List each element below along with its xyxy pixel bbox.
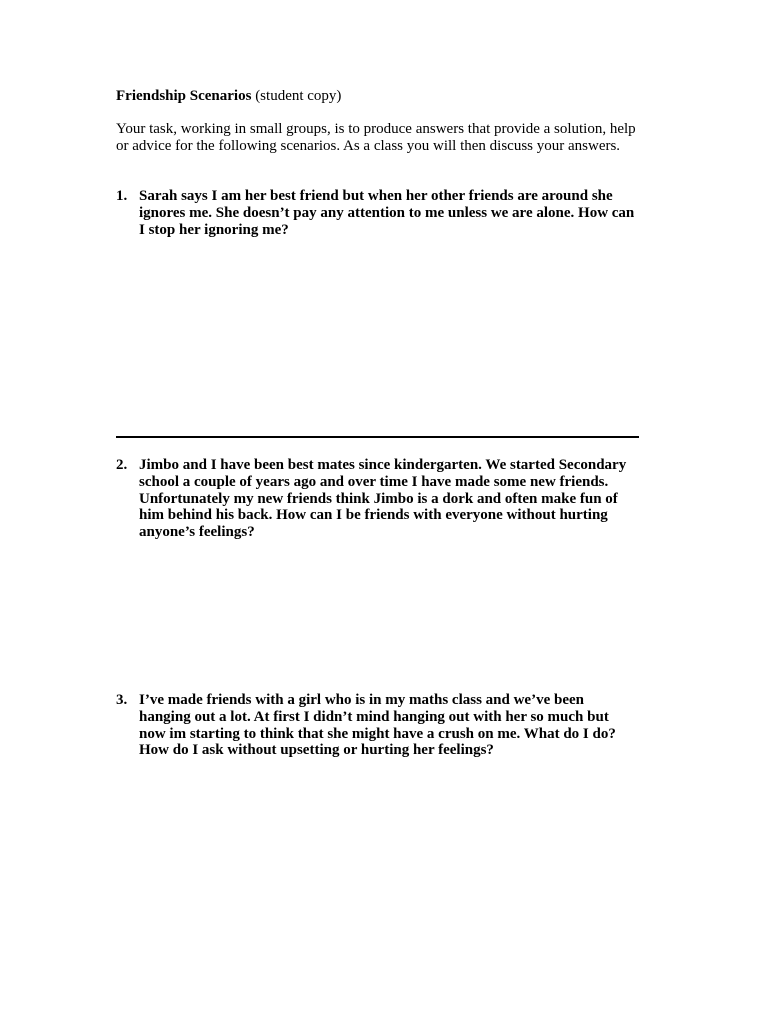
scenario-text <box>139 692 656 759</box>
scenario-number: 3. <box>116 692 128 708</box>
scenario-line: I stop her ignoring me? <box>139 221 289 238</box>
title-bold: Friendship Scenarios <box>116 88 252 104</box>
scenario-line: now im starting to think that she might have a crush on me. What do I do? <box>139 725 616 742</box>
scenario-line: anyone’s feelings? <box>139 524 255 541</box>
scenario-1 <box>116 188 656 238</box>
scenario-line: ignores me. She doesn’t pay any attention to me unless we are alone. How can <box>139 204 635 221</box>
scenario-text <box>139 188 656 238</box>
scenario-line: hanging out a lot. At first I didn’t mind hanging out with her so much but <box>139 708 609 725</box>
scenario-number: 2. <box>116 457 128 473</box>
scenario-line: him behind his back. How can I be friends with everyone without hurting <box>139 507 608 524</box>
title-subtitle: (student copy) <box>251 88 342 104</box>
intro-paragraph: Your task, working in small groups, is to produce answers that provide a solution, help or advice for the following scenarios. As a class you will then discuss your answers. <box>116 121 636 154</box>
scenario-text <box>139 457 656 541</box>
scenario-2 <box>116 457 656 541</box>
scenario-line: How do I ask without upsetting or hurting her feelings? <box>139 742 494 759</box>
scenario-3 <box>116 692 656 759</box>
scenario-line: I’ve made friends with a girl who is in my maths class and we’ve been <box>139 692 584 708</box>
scenario-line: Sarah says I am her best friend but when her other friends are around she <box>139 188 613 204</box>
scenario-line: Unfortunately my new friends think Jimbo is a dork and often make fun of <box>139 490 618 507</box>
section-divider <box>116 436 639 438</box>
scenario-line: Jimbo and I have been best mates since kindergarten. We started Secondary <box>139 457 627 473</box>
scenario-line: school a couple of years ago and over time I have made some new friends. <box>139 473 609 490</box>
scenario-number: 1. <box>116 188 128 204</box>
document-title <box>116 88 341 105</box>
